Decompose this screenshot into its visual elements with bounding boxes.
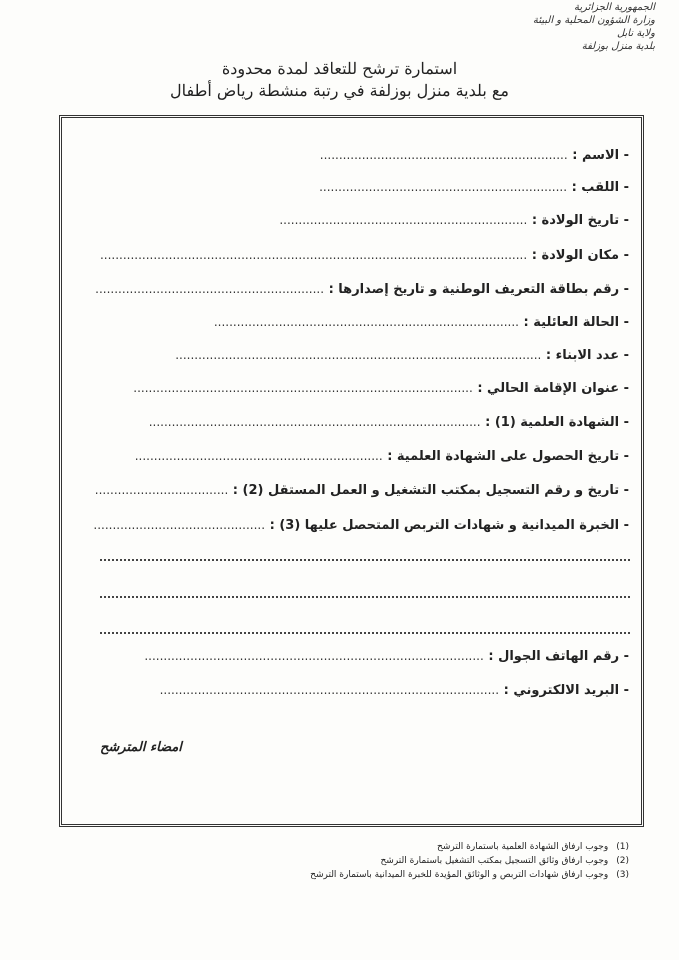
field-fill-dots: ............................................. — [93, 518, 266, 532]
field-label: - البريد الالكتروني : — [503, 683, 629, 698]
footnote-text: وجوب ارفاق شهادات التربص و الوثائق المؤيدة للخبرة الميدانية باستمارة الترشح — [310, 870, 609, 880]
field-fill-dots: ................................................................. — [319, 148, 568, 162]
header-line-municipality: بلدية منزل بوزلفة — [581, 41, 655, 52]
field-last-name[interactable] — [319, 180, 629, 195]
footnote-text: وجوب ارفاق وثائق التسجيل بمكتب التشغيل باستمارة الترشح — [380, 856, 609, 866]
header-line-republic: الجمهورية الجزائرية — [573, 2, 655, 13]
field-label: - رقم بطاقة التعريف الوطنية و تاريخ إصدارها : — [328, 282, 629, 297]
field-employment-registration[interactable] — [95, 483, 629, 498]
footnote-text: وجوب ارفاق الشهادة العلمية باستمارة الترشح — [437, 842, 609, 852]
field-birth-place[interactable] — [100, 248, 629, 263]
experience-fill-line[interactable] — [100, 596, 630, 598]
field-diploma-date[interactable] — [135, 449, 629, 464]
field-address[interactable] — [133, 381, 629, 396]
field-fill-dots: ......................................................................................... — [133, 381, 473, 395]
ministry-header — [505, 2, 655, 53]
field-label: - تاريخ الولادة : — [531, 213, 629, 228]
footnote-2 — [380, 856, 629, 866]
header-line-governorate: ولاية نابل — [616, 28, 655, 39]
experience-fill-line[interactable] — [100, 632, 630, 634]
footnote-number: (2) — [616, 856, 629, 866]
field-label: - تاريخ الحصول على الشهادة العلمية : — [387, 449, 629, 464]
field-fill-dots: ................................................................. — [134, 449, 383, 463]
field-fill-dots: ................................................................. — [279, 213, 528, 227]
field-fill-dots: ....................................................................................... — [148, 415, 481, 429]
field-label: - عنوان الإقامة الحالي : — [477, 381, 629, 396]
field-experience[interactable] — [93, 518, 629, 533]
field-fill-dots: ......................................................................................... — [159, 683, 500, 697]
field-diploma[interactable] — [149, 415, 629, 430]
field-label: - الخبرة الميدانية و شهادات التربص المتحصل عليها (3) : — [269, 518, 629, 533]
field-first-name[interactable] — [320, 148, 629, 163]
field-fill-dots: ................................................................. — [319, 180, 568, 194]
field-label: - اللقب : — [571, 180, 629, 195]
form-subtitle: مع بلدية منزل بوزلفة في رتبة منشطة رياض أطفال — [170, 81, 509, 100]
field-fill-dots: ......................................................................................... — [144, 649, 484, 663]
field-marital-status[interactable] — [214, 315, 629, 330]
candidate-signature-label: امضاء المترشح — [100, 740, 182, 755]
field-label: - الحالة العائلية : — [523, 315, 629, 330]
footnote-number: (3) — [616, 870, 629, 880]
field-label: - الشهادة العلمية (1) : — [485, 415, 629, 430]
field-birth-date[interactable] — [279, 213, 629, 228]
field-fill-dots: ................................................................................ — [213, 315, 519, 329]
form-title: استمارة ترشح للتعاقد لمدة محدودة — [221, 59, 458, 78]
field-fill-dots: ................................................................................................ — [175, 348, 542, 362]
field-fill-dots: ............................................................ — [95, 282, 325, 296]
footnote-3 — [310, 870, 629, 880]
field-national-id[interactable] — [95, 282, 629, 297]
field-email[interactable] — [160, 683, 629, 698]
field-label: - مكان الولادة : — [531, 248, 629, 263]
field-label: - تاريخ و رقم التسجيل بمكتب التشغيل و العمل المستقل (2) : — [232, 483, 629, 498]
footnote-number: (1) — [616, 842, 629, 852]
field-fill-dots: ................................................................................................................ — [99, 248, 528, 262]
header-line-ministry: وزارة الشؤون المحلية و البيئة — [532, 15, 655, 26]
field-label: - رقم الهاتف الجوال : — [488, 649, 629, 664]
field-fill-dots: ................................... — [94, 483, 229, 497]
field-children-count[interactable] — [175, 348, 629, 363]
field-mobile-phone[interactable] — [144, 649, 629, 664]
footnote-1 — [437, 842, 629, 852]
experience-fill-line[interactable] — [100, 559, 630, 561]
field-label: - الاسم : — [572, 148, 629, 163]
field-label: - عدد الابناء : — [545, 348, 629, 363]
